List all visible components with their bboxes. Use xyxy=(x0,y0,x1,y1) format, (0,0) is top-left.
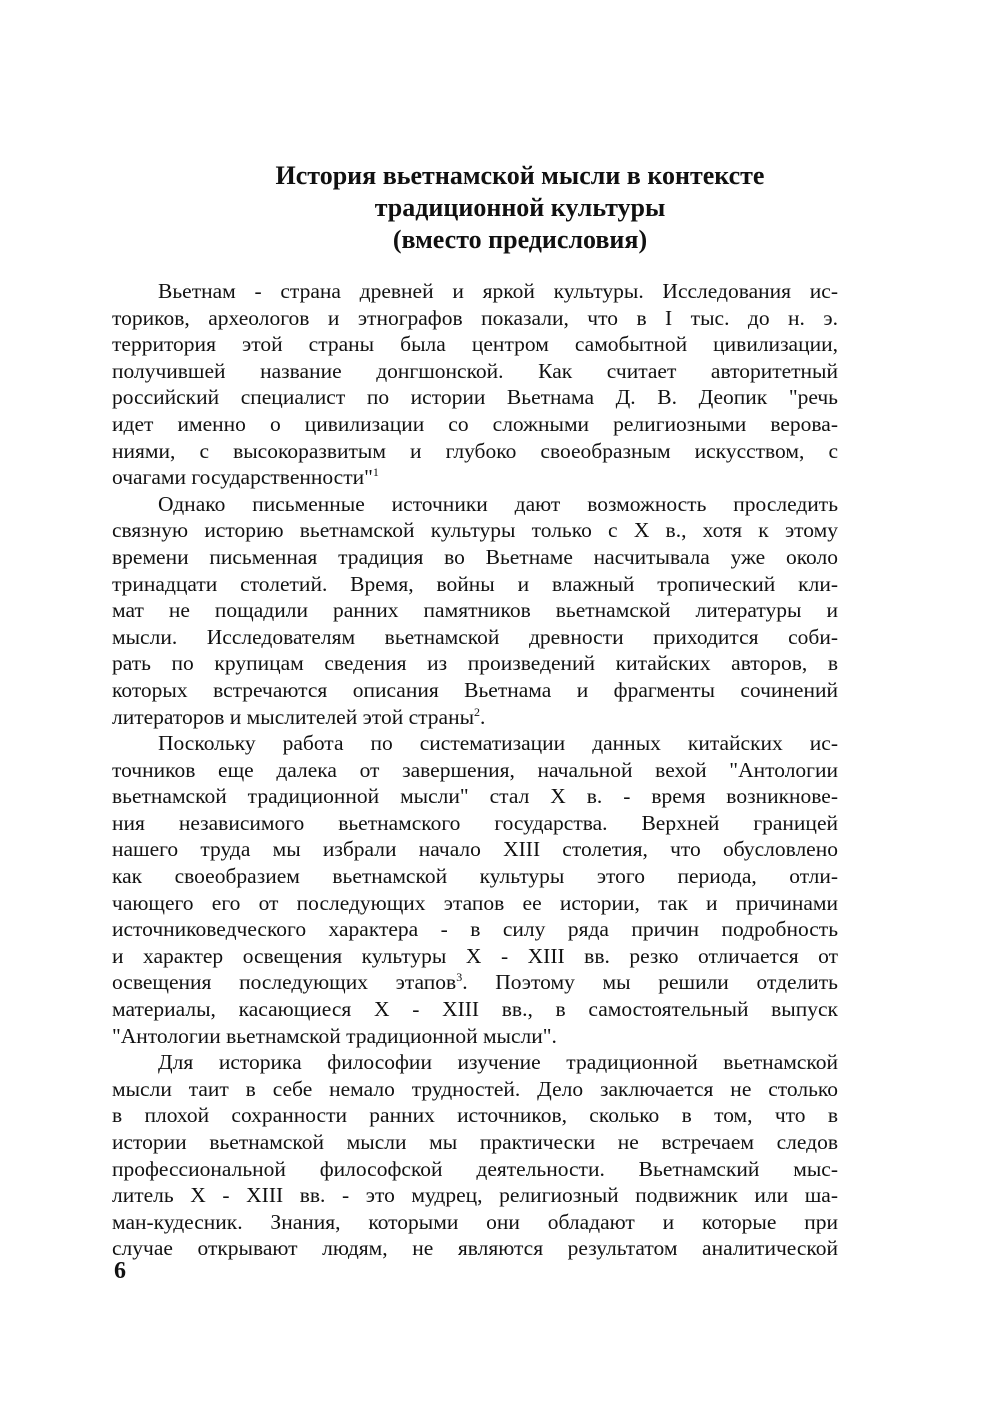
title-line-3: (вместо предисловия) xyxy=(392,225,648,254)
text-line: профессиональной философской деятельности. Вьетнамский мыс- xyxy=(112,1156,838,1181)
text-line: получившей название донгшонской. Как считает авторитетный xyxy=(112,358,838,383)
footnote-marker: 2 xyxy=(474,704,481,719)
title-line-1: История вьетнамской мысли в контексте xyxy=(275,161,765,190)
text-line: мысли таит в себе немало трудностей. Дело заключается не столько xyxy=(112,1076,838,1101)
text-line: тринадцати столетий. Время, войны и влажный тропический кли- xyxy=(112,571,838,596)
footnote-marker: 3 xyxy=(456,970,463,985)
text-fragment: освещения последующих этапов xyxy=(112,970,457,995)
text-line: в плохой сохранности ранних источников, сколько в том, что в xyxy=(112,1103,838,1128)
text-line xyxy=(112,704,838,731)
text-line: российский специалист по истории Вьетнама Д. В. Деопик "речь xyxy=(112,385,838,410)
text-line: точников еще далека от завершения, начальной вехой "Антологии xyxy=(112,757,838,782)
body-text xyxy=(112,278,838,1262)
title-line-2: традиционной культуры xyxy=(374,193,666,222)
footnote-marker: 1 xyxy=(372,465,379,479)
paragraph-3 xyxy=(112,730,838,1049)
paragraph-4 xyxy=(112,1049,838,1262)
text-line: литель X - XIII вв. - это мудрец, религиозный подвижник или ша- xyxy=(112,1183,838,1208)
text-fragment: литераторов и мыслителей этой страны xyxy=(112,704,475,729)
text-line: Однако письменные источники дают возможность проследить xyxy=(158,491,838,516)
text-line: ториков, археологов и этнографов показали, что в I тыс. до н. э. xyxy=(112,305,838,330)
text-line: Поскольку работа по систематизации данных китайских ис- xyxy=(158,731,838,756)
text-fragment: . xyxy=(480,704,486,729)
text-line: территория этой страны была центром самобытной цивилизации, xyxy=(112,332,838,357)
text-fragment: очагами государственности" xyxy=(112,465,373,490)
text-line: связную историю вьетнамской культуры только с X в., хотя к этому xyxy=(112,518,838,543)
text-line: вьетнамской традиционной мысли" стал X в. - время возникнове- xyxy=(112,784,838,809)
text-line: материалы, касающиеся X - XIII вв., в самостоятельный выпуск xyxy=(112,997,838,1022)
text-line xyxy=(112,969,838,996)
paragraph-2 xyxy=(112,491,838,730)
text-line: нашего труда мы избрали начало XIII столетия, что обусловлено xyxy=(112,837,838,862)
text-line: мысли. Исследователям вьетнамской древности приходится соби- xyxy=(112,624,838,649)
text-line: источниковедческого характера - в силу ряда причин подробность xyxy=(112,917,838,942)
text-line: ман-кудесник. Знания, которыми они обладают и которые при xyxy=(112,1209,838,1234)
text-line: идет именно о цивилизации со сложными религиозными верова- xyxy=(112,411,838,436)
text-line: чающего его от последующих этапов ее истории, так и причинами xyxy=(112,890,838,915)
text-line: истории вьетнамской мысли мы практически не встречаем следов xyxy=(112,1130,838,1154)
page-number: 6 xyxy=(114,1258,126,1284)
paragraph-1 xyxy=(112,278,838,491)
text-line: ниями, с высокоразвитым и глубоко своеобразным искусством, с xyxy=(112,438,838,463)
text-line: которых встречаются описания Вьетнама и фрагменты сочинений xyxy=(112,677,838,702)
text-line: ния независимого вьетнамского государства. Верхней границей xyxy=(112,810,838,835)
text-line: Вьетнам - страна древней и яркой культуры. Исследования ис- xyxy=(158,279,838,303)
text-line: рать по крупицам сведения из произведений китайских авторов, в xyxy=(112,651,838,676)
text-line: как своеобразием вьетнамской культуры этого периода, отли- xyxy=(112,864,838,889)
text-fragment: . Поэтому мы решили отделить xyxy=(462,970,838,995)
text-line: Для историка философии изучение традиционной вьетнамской xyxy=(158,1050,838,1075)
text-line: и характер освещения культуры X - XIII вв. резко отличается от xyxy=(112,943,838,968)
text-line xyxy=(112,464,838,491)
text-line: мат не пощадили ранних памятников вьетнамской литературы и xyxy=(112,598,838,623)
text-line: "Антологии вьетнамской традиционной мысли". xyxy=(112,1023,557,1048)
text-line: времени письменная традиция во Вьетнаме насчитывала уже около xyxy=(112,544,838,569)
chapter-title xyxy=(100,160,940,256)
text-line: случае открывают людям, не являются результатом аналитической xyxy=(112,1236,838,1261)
